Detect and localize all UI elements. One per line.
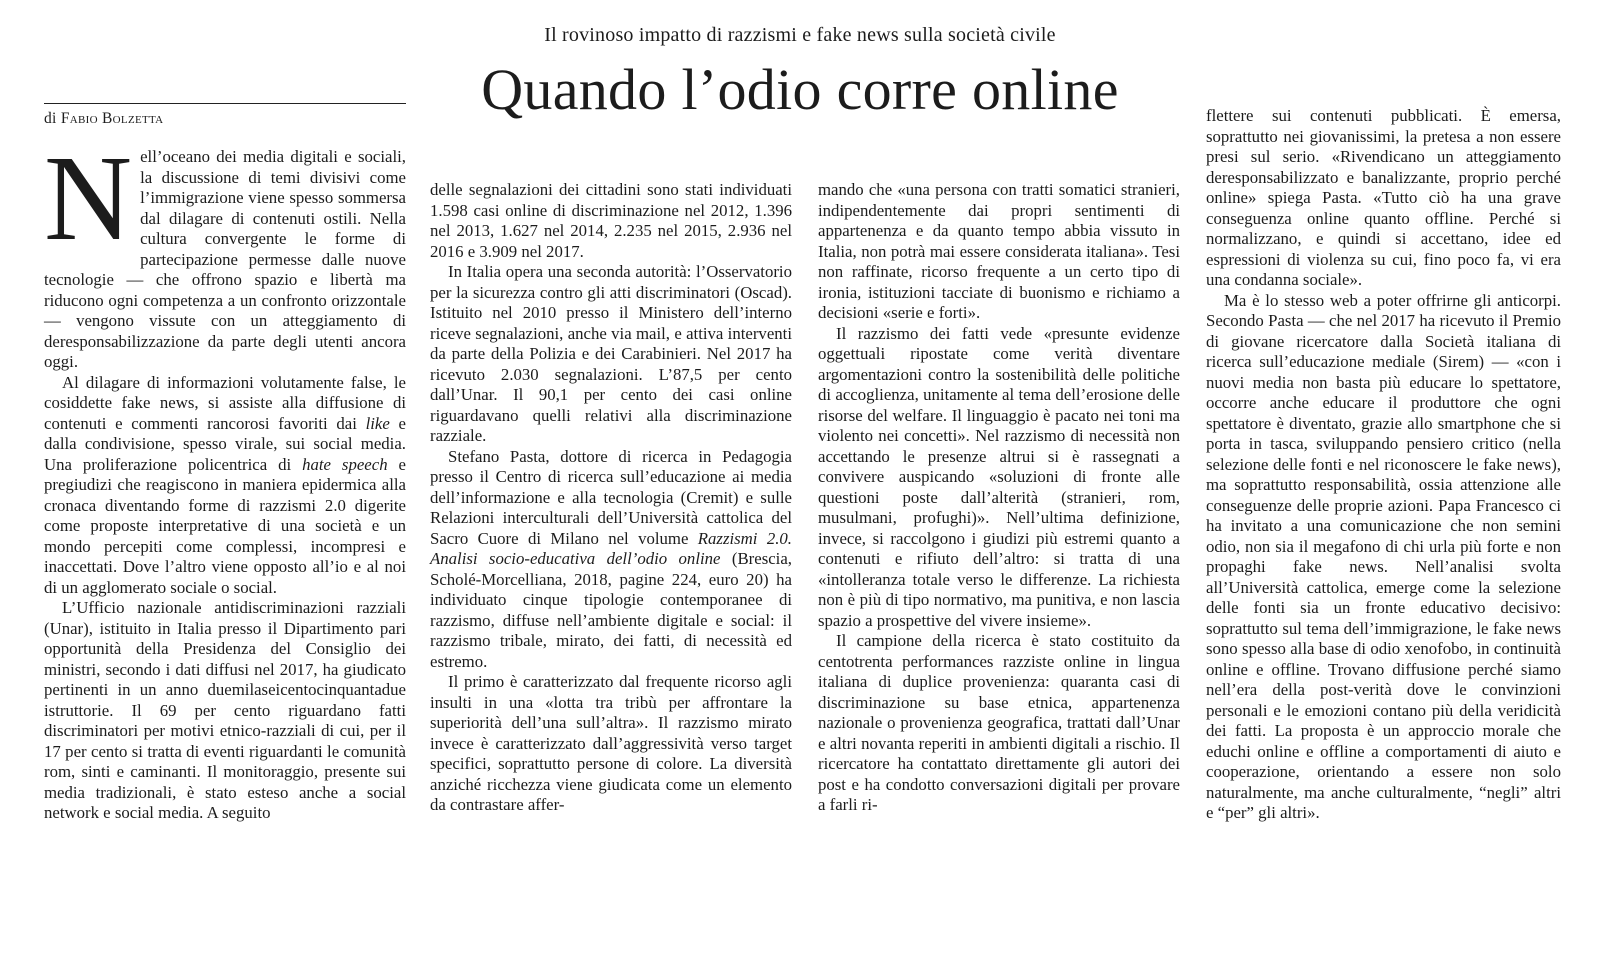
italic-term: hate speech	[302, 454, 388, 474]
paragraph-text: e dalla condivisione, spesso virale, sui social media. Una proliferazione policentrica di	[44, 413, 406, 474]
dropcap: N	[44, 131, 133, 266]
paragraph-text: ell’oceano dei media digitali e sociali, la discussione di temi divisivi come l’immigrazione viene spesso sommersa dal dilagare di contenuti ostili. Nella cultura convergente le forme di partecipazione permesse dalle nuove tecnologie — che offrono spazio e libertà ma riducono ogni competenza a un confronto orizzontale — vengono vissute con un atteggiamento di deresponsabilizzazione da parte degli utenti ancora oggi.	[44, 147, 406, 371]
paragraph: In Italia opera una seconda autorità: l’Osservatorio per la sicurezza contro gli atti discriminatori (Oscad). Istituito nel 2010 presso il Ministero dell’interno riceve segnalazioni, anche via mail, e attiva interventi da parte della Polizia e dei Carabinieri. Nel 2017 ha ricevuto 2.030 segnalazioni. L’87,5 per cento dall’Unar. Il 90,1 per cento dei casi online riguardavano quelli relativi alla discriminazione razziale.	[430, 262, 792, 445]
paragraph	[430, 447, 792, 673]
column-4	[1206, 106, 1561, 824]
paragraph-text: Stefano Pasta, dottore di ricerca in Pedagogia presso il Centro di ricerca sull’educazione ai media dell’informazione e alla tecnologia (Cremit) e sulle Relazioni interculturali dell’Università cattolica del Sacro Cuore di Milano nel volume	[430, 446, 792, 548]
paragraph: Il razzismo dei fatti vede «presunte evidenze oggettuali ripostate come verità diventare argomentazioni contro la sostenibilità delle politiche di accoglienza, unitamente al tema dell’erosione delle risorse del welfare. Il linguaggio è pacato nei toni ma violento nei concetti». Nel razzismo di necessità non accettando le presenze altrui si è rassegnati a convivere auspicando «soluzioni di fronte alle questioni poste dall’alterità (stranieri, rom, musulmani, profughi)». Nell’ultima definizione, invece, si raccolgono i giudizi più estremi quanto a contenuti e rifiuto dell’altro: si tratta di una «intolleranza totale verso le differenze. La richiesta non è più di tipo normativo, ma punitiva, e non lascia spazio a prospettive del vivere insieme».	[818, 323, 1180, 630]
byline-author: Fabio Bolzetta	[60, 110, 164, 127]
paragraph: L’Ufficio nazionale antidiscriminazioni razziali (Unar), istituito in Italia presso il Dipartimento pari opportunità della Presidenza del Consiglio dei ministri, secondo i dati diffusi nel 2017, ha giudicato pertinenti in un anno duemilaseicentocinquantadue istruttorie. Il 69 per cento riguardano fatti discriminatori per motivi etnico-razziali di cui, per il 17 per cento si tratta di eventi riguardanti le comunità rom, sinti e caminanti. Il monitoraggio, presente sui media tradizionali, è stato esteso anche a social network e social media. A seguito	[44, 598, 406, 822]
column-1	[44, 131, 406, 824]
paragraph-text: (Brescia, Scholé-Morcelliana, 2018, pagine 224, euro 20) ha individuato cinque tipologie contemporanee di razzismo, diffuse nell’ambiente digitale e social: il razzismo tribale, mirato, dei fatti, di necessità ed estremo.	[430, 549, 792, 671]
kicker: Il rovinoso impatto di razzismi e fake news sulla società civile	[544, 24, 1056, 46]
column-3	[818, 180, 1180, 816]
paragraph-text: Al dilagare di informazioni volutamente false, le cosiddette fake news, si assiste alla diffusione di contenuti e commenti rancorosi favoriti dai	[44, 372, 406, 433]
column-2	[430, 180, 792, 816]
paragraph: flettere sui contenuti pubblicati. È emersa, soprattutto nei giovanissimi, la pretesa a non essere presi sul serio. «Rivendicano un atteggiamento deresponsabilizzato e banalizzante, proprio perché online» spiega Pasta. «Tutto ciò ha una grave conseguenza online quanto offline. Perché si normalizzano, e quindi si accettano, idee ed espressioni di violenza su cui, fino poco fa, vi era una condanna sociale».	[1206, 106, 1561, 289]
paragraph: Il primo è caratterizzato dal frequente ricorso agli insulti in una «lotta tra tribù per affrontare la superiorità dell’una sull’altra». Il razzismo mirato invece è caratterizzato dall’aggressività verso target specifici, soprattutto persone di colore. La diversità anziché ricchezza viene giudicata come un elemento da contrastare affer-	[430, 672, 792, 814]
paragraph: Ma è lo stesso web a poter offrirne gli anticorpi. Secondo Pasta — che nel 2017 ha ricevuto il Premio di giovane ricercatore dalla Società italiana di ricerca sull’educazione mediale (Sirem) — «con i nuovi media non basta più educare lo spettatore, occorre anche educare il produttore che ogni spettatore è diventato, grazie allo smartphone che si porta in tasca, sviluppando pensiero critico (nella selezione delle fonti e nel riconoscere le fake news), ma soprattutto responsabilità, ossia attenzione alle conseguenze delle proprie azioni. Papa Francesco ci ha invitato a una comunicazione che non semini odio, non sia il megafono di chi urla più forte e non propaghi fake news. Nell’analisi svolta all’Università cattolica, emerge come la selezione delle fonti sia un fronte educativo decisivo: soprattutto sul tema dell’immigrazione, le fake news sono spesso alla base di odio xenofobo, in continuità online e offline. Trovano diffusione perché siamo nell’era della post-verità dove le convinzioni personali e le emozioni contano più della veridicità dei fatti. La proposta è un approccio morale che educhi online e offline a comportamenti di aiuto e cooperazione, orientando a essere non solo naturalmente, ma anche culturalmente, “negli” altri e “per” gli altri».	[1206, 290, 1561, 822]
byline-rule	[44, 103, 406, 104]
headline: Quando l’odio corre online	[481, 57, 1119, 122]
book-title: Razzismi 2.0. Analisi socio-educativa dell’odio online	[430, 528, 792, 568]
byline-prefix: di	[44, 110, 57, 127]
paragraph-text: e pregiudizi che reagiscono in maniera epidermica alla cronaca diventando forme di razzismi 2.0 digerite come proposte interpretative di una società e un mondo percepiti come complessi, incompresi e inaccettati. Dove l’altro viene opposto all’io e al noi di un agglomerato sociale o social.	[44, 454, 406, 597]
paragraph: mando che «una persona con tratti somatici stranieri, indipendentemente dai propri sentimenti di appartenenza e da quanto tempo abbia vissuto in Italia, non potrà mai essere considerata italiana». Tesi non raffinate, ricorso frequente a un certo tipo di ironia, istituzioni tacciate di buonismo e richiamo a decisioni «serie e forti».	[818, 180, 1180, 322]
byline	[44, 110, 163, 128]
italic-term: like	[365, 413, 390, 433]
paragraph	[44, 373, 406, 599]
paragraph: Il campione della ricerca è stato costituito da centotrenta performances razziste online in lingua italiana di duplice provenienza: quaranta casi di discriminazione su base etnica, appartenenza nazionale o provenienza geografica, trattati dall’Unar e altri novanta reperiti in ambienti digitali a rischio. Il ricercatore ha contattato direttamente gli autori dei post e ha condotto conversazioni digitali per provare a farli ri-	[818, 631, 1180, 814]
paragraph	[44, 131, 406, 373]
paragraph: delle segnalazioni dei cittadini sono stati individuati 1.598 casi online di discriminazione nel 2012, 1.396 nel 2013, 1.627 nel 2014, 2.235 nel 2015, 2.936 nel 2016 e 3.909 nel 2017.	[430, 180, 792, 261]
